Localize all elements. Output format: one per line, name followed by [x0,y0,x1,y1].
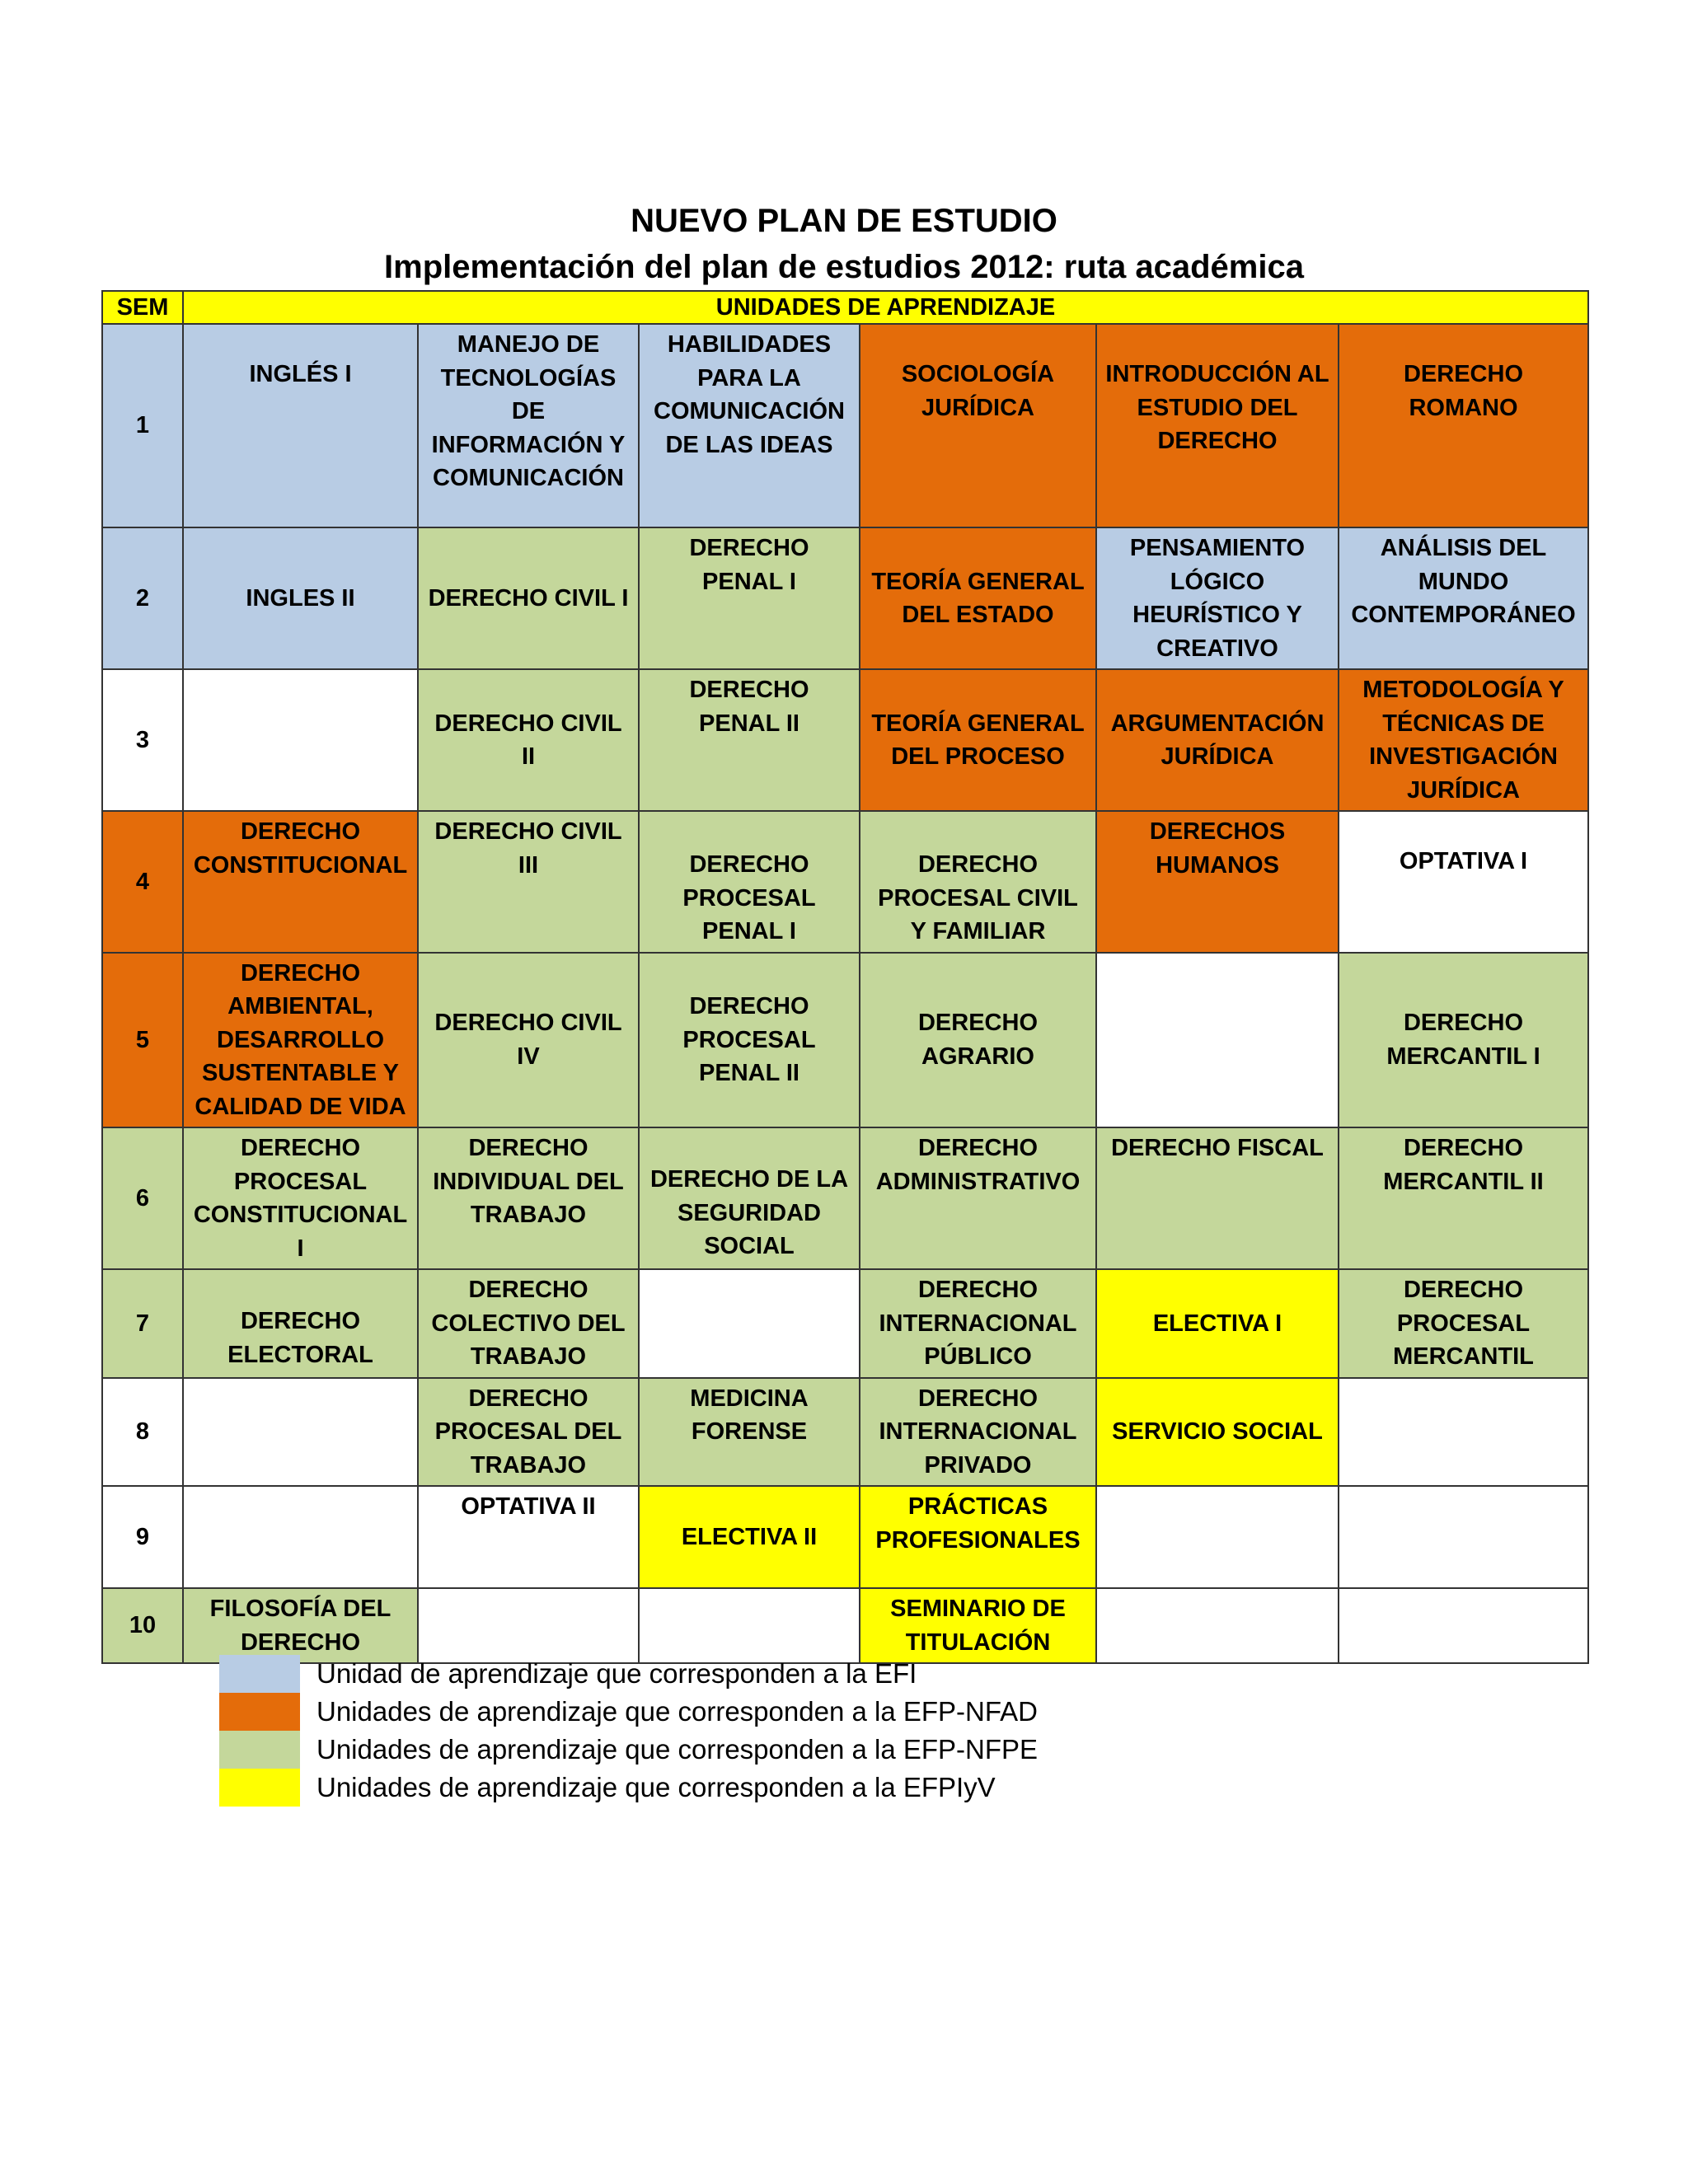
unit-cell: DERECHO CIVIL III [418,811,639,953]
sem-number: 1 [102,324,183,527]
unit-cell [183,1378,418,1487]
legend-swatch [219,1655,300,1693]
legend-swatch [219,1731,300,1769]
sem-number: 2 [102,527,183,669]
table-row [102,1269,1588,1378]
unit-cell: TEORÍA GENERAL DEL ESTADO [860,527,1096,669]
unit-cell: HABILIDADES PARA LA COMUNICACIÓN DE LAS IDEAS [639,324,860,527]
unit-cell: DERECHO PROCESAL CONSTITUCIONAL I [183,1127,418,1269]
unit-cell: DERECHO DE LA SEGURIDAD SOCIAL [639,1127,860,1269]
unit-cell [183,669,418,811]
unit-cell: DERECHO INTERNACIONAL PRIVADO [860,1378,1096,1487]
legend-swatch [219,1769,300,1807]
sem-number: 7 [102,1269,183,1378]
table-row [102,1588,1588,1663]
unit-cell: DERECHO CIVIL I [418,527,639,669]
sem-number: 5 [102,953,183,1128]
unit-cell [1096,953,1339,1128]
unit-cell: METODOLOGÍA Y TÉCNICAS DE INVESTIGACIÓN JURÍDICA [1339,669,1588,811]
unit-cell: FILOSOFÍA DEL DERECHO [183,1588,418,1663]
unit-cell: INGLÉS I [183,324,418,527]
sem-number: 4 [102,811,183,953]
legend-label: Unidad de aprendizaje que corresponden a la EFI [316,1658,917,1689]
unit-cell: DERECHO MERCANTIL I [1339,953,1588,1128]
unit-cell: DERECHO CIVIL II [418,669,639,811]
study-plan-table [101,290,1589,1664]
sem-number: 10 [102,1588,183,1663]
unit-cell: DERECHO AGRARIO [860,953,1096,1128]
unit-cell: DERECHO COLECTIVO DEL TRABAJO [418,1269,639,1378]
unit-cell [1096,1588,1339,1663]
page-subtitle: Implementación del plan de estudios 2012: ruta académica [384,249,1304,285]
sem-number: 6 [102,1127,183,1269]
unit-cell: DERECHO PROCESAL PENAL I [639,811,860,953]
table-row [102,1486,1588,1588]
unit-cell [1096,1486,1339,1588]
unit-cell: DERECHO PROCESAL DEL TRABAJO [418,1378,639,1487]
table-header-row [102,291,1588,324]
unit-cell: DERECHO ELECTORAL [183,1269,418,1378]
table-row [102,1378,1588,1487]
unit-cell: MEDICINA FORENSE [639,1378,860,1487]
units-header: UNIDADES DE APRENDIZAJE [183,291,1588,324]
unit-cell: DERECHO AMBIENTAL, DESARROLLO SUSTENTABLE Y CALIDAD DE VIDA [183,953,418,1128]
unit-cell: ANÁLISIS DEL MUNDO CONTEMPORÁNEO [1339,527,1588,669]
sem-number: 9 [102,1486,183,1588]
unit-cell [639,1588,860,1663]
unit-cell: SEMINARIO DE TITULACIÓN [860,1588,1096,1663]
legend-item-efp-nfad [219,1693,1038,1731]
unit-cell: MANEJO DE TECNOLOGÍAS DE INFORMACIÓN Y COMUNICACIÓN [418,324,639,527]
unit-cell: DERECHO PROCESAL CIVIL Y FAMILIAR [860,811,1096,953]
unit-cell: TEORÍA GENERAL DEL PROCESO [860,669,1096,811]
table-row [102,811,1588,953]
table-row [102,1127,1588,1269]
sem-number: 3 [102,669,183,811]
unit-cell: SERVICIO SOCIAL [1096,1378,1339,1487]
unit-cell [418,1588,639,1663]
legend-label: Unidades de aprendizaje que corresponden a la EFP-NFAD [316,1696,1039,1727]
title-block [0,198,1688,290]
unit-cell: DERECHO PENAL I [639,527,860,669]
sem-number: 8 [102,1378,183,1487]
unit-cell: SOCIOLOGÍA JURÍDICA [860,324,1096,527]
table-row [102,953,1588,1128]
unit-cell: ELECTIVA I [1096,1269,1339,1378]
unit-cell [639,1269,860,1378]
legend-item-efi [219,1655,1038,1693]
unit-cell: INTRODUCCIÓN AL ESTUDIO DEL DERECHO [1096,324,1339,527]
legend [219,1655,1038,1807]
legend-label: Unidades de aprendizaje que corresponden a la EFP-NFPE [316,1734,1039,1765]
legend-swatch [219,1693,300,1731]
unit-cell: DERECHO PROCESAL PENAL II [639,953,860,1128]
unit-cell: DERECHO ADMINISTRATIVO [860,1127,1096,1269]
unit-cell: PRÁCTICAS PROFESIONALES [860,1486,1096,1588]
unit-cell: PENSAMIENTO LÓGICO HEURÍSTICO Y CREATIVO [1096,527,1339,669]
unit-cell [183,1486,418,1588]
unit-cell [1339,1486,1588,1588]
sem-header: SEM [102,291,183,324]
unit-cell: DERECHO FISCAL [1096,1127,1339,1269]
legend-label: Unidades de aprendizaje que corresponden a la EFPIyV [316,1772,996,1802]
unit-cell [1339,1588,1588,1663]
legend-item-efpiyv [219,1769,1038,1807]
unit-cell: DERECHO INTERNACIONAL PÚBLICO [860,1269,1096,1378]
unit-cell [1339,1378,1588,1487]
unit-cell: OPTATIVA I [1339,811,1588,953]
table-row [102,669,1588,811]
table-row [102,527,1588,669]
unit-cell: DERECHO CIVIL IV [418,953,639,1128]
unit-cell: DERECHO PENAL II [639,669,860,811]
unit-cell: DERECHO PROCESAL MERCANTIL [1339,1269,1588,1378]
unit-cell: DERECHO MERCANTIL II [1339,1127,1588,1269]
table-row [102,324,1588,527]
unit-cell: DERECHO CONSTITUCIONAL [183,811,418,953]
unit-cell: DERECHO ROMANO [1339,324,1588,527]
unit-cell: DERECHOS HUMANOS [1096,811,1339,953]
legend-item-efp-nfpe [219,1731,1038,1769]
unit-cell: OPTATIVA II [418,1486,639,1588]
unit-cell: ELECTIVA II [639,1486,860,1588]
unit-cell: DERECHO INDIVIDUAL DEL TRABAJO [418,1127,639,1269]
unit-cell: INGLES II [183,527,418,669]
page-title: NUEVO PLAN DE ESTUDIO [631,203,1057,239]
unit-cell: ARGUMENTACIÓN JURÍDICA [1096,669,1339,811]
